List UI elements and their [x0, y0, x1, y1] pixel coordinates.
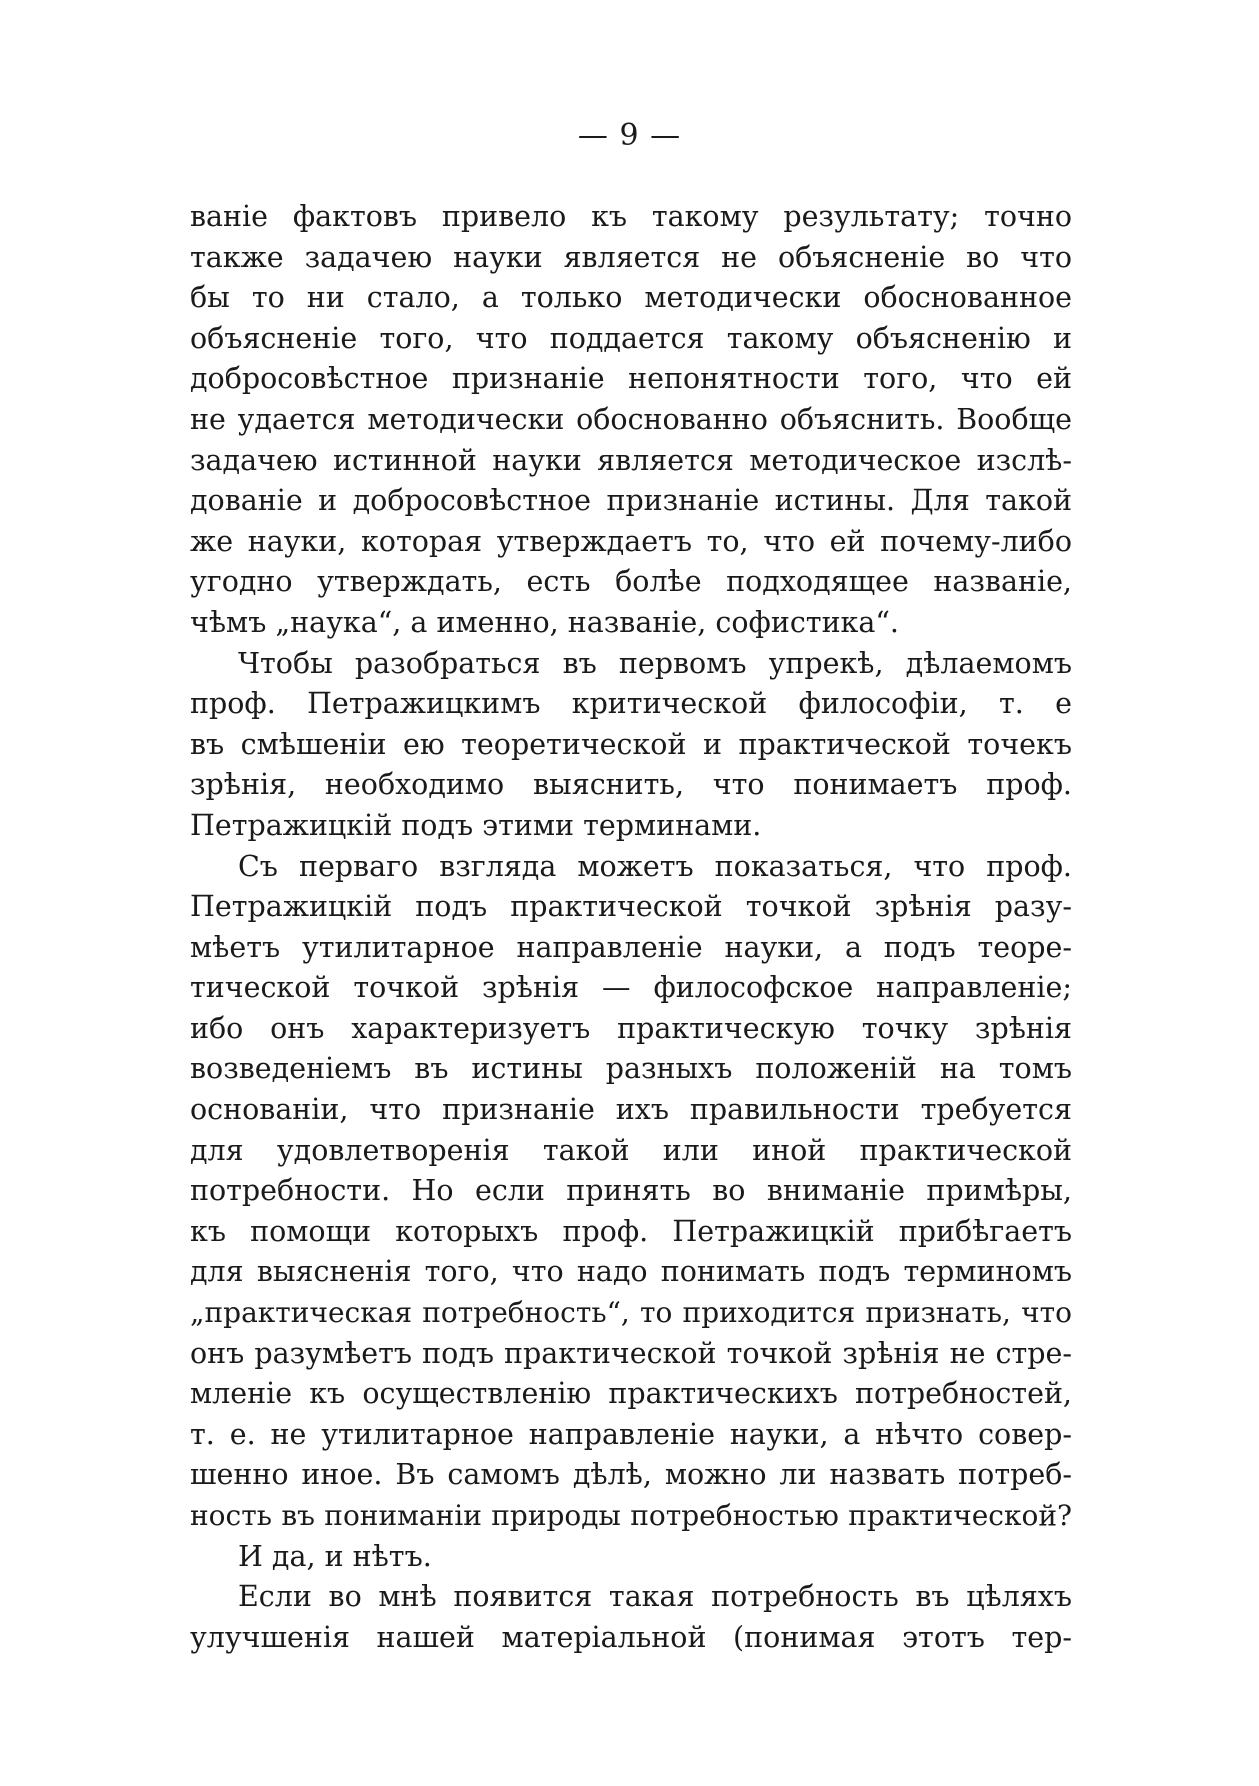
text-line: въ смѣшеніи ею теоретической и практической точекъ — [190, 727, 1072, 761]
text-line: онъ разумѣетъ подъ практической точкой зрѣнія не стре- — [190, 1336, 1072, 1370]
text-line: Чтобы разобраться въ первомъ упрекѣ, дѣлаемомъ — [238, 646, 1072, 680]
text-line: Петражицкій подъ практической точкой зрѣнія разу- — [190, 890, 1072, 924]
text-line: Съ перваго взгляда можетъ показаться, что проф. — [238, 849, 1072, 883]
body-text — [190, 197, 1072, 1658]
text-line: не удается методически обоснованно объяснить. Вообще — [190, 402, 1072, 436]
text-line: также задачею науки является не объясненіе во что — [190, 240, 1072, 274]
text-line: чѣмъ „наука“, а именно, названіе, софистика“. — [190, 605, 899, 639]
text-line: потребности. Но если принять во вниманіе примѣры, — [190, 1174, 1072, 1208]
text-line: мленіе къ осуществленію практическихъ потребностей, — [190, 1377, 1072, 1411]
text-line: ность въ пониманіи природы потребностью практической? — [190, 1499, 1072, 1532]
text-line: ваніе фактовъ привело къ такому результату; точно — [190, 200, 1072, 233]
text-line: „практическая потребность“, то приходится признать, что — [190, 1296, 1072, 1330]
text-line: И да, и нѣтъ. — [238, 1539, 432, 1573]
text-line: же науки, которая утверждаетъ то, что ей почему-либо — [190, 524, 1072, 558]
text-line: основаніи, что признаніе ихъ правильности требуется — [190, 1093, 1072, 1127]
text-line: добросовѣстное признаніе непонятности того, что ей — [190, 362, 1072, 396]
text-line: къ помощи которыхъ проф. Петражицкій прибѣгаетъ — [190, 1214, 1072, 1248]
text-line: шенно иное. Въ самомъ дѣлѣ, можно ли назвать потреб- — [190, 1458, 1072, 1492]
text-line: угодно утверждать, есть болѣе подходящее названіе, — [190, 565, 1072, 599]
text-line: для выясненія того, что надо понимать подъ терминомъ — [190, 1255, 1072, 1289]
text-line: объясненіе того, что поддается такому объясненію и — [190, 321, 1072, 355]
text-line: ибо онъ характеризуетъ практическую точку зрѣнія — [190, 1011, 1072, 1045]
text-line: Если во мнѣ появится такая потребность въ цѣляхъ — [238, 1580, 1072, 1614]
text-line: возведеніемъ въ истины разныхъ положеній на томъ — [190, 1052, 1072, 1086]
page-number: — 9 — — [577, 118, 682, 153]
text-line: Петражицкій подъ этими терминами. — [190, 808, 762, 842]
text-line: бы то ни стало, а только методически обоснованное — [190, 281, 1072, 315]
text-line: мѣетъ утилитарное направленіе науки, а подъ теоре- — [190, 930, 1072, 964]
text-line: зрѣнія, необходимо выяснить, что понимаетъ проф. — [190, 768, 1072, 802]
text-line: т. е. не утилитарное направленіе науки, а нѣчто совер- — [190, 1417, 1072, 1451]
text-line: тической точкой зрѣнія — философское направленіе; — [190, 971, 1072, 1005]
text-line: проф. Петражицкимъ критической философіи, т. е — [190, 687, 1072, 721]
text-line: улучшенія нашей матеріальной (понимая этотъ тер- — [190, 1620, 1072, 1654]
text-line: задачею истинной науки является методическое изслѣ- — [190, 443, 1072, 477]
text-line: для удовлетворенія такой или иной практической — [190, 1133, 1072, 1167]
text-line: дованіе и добросовѣстное признаніе истины. Для такой — [190, 484, 1072, 518]
